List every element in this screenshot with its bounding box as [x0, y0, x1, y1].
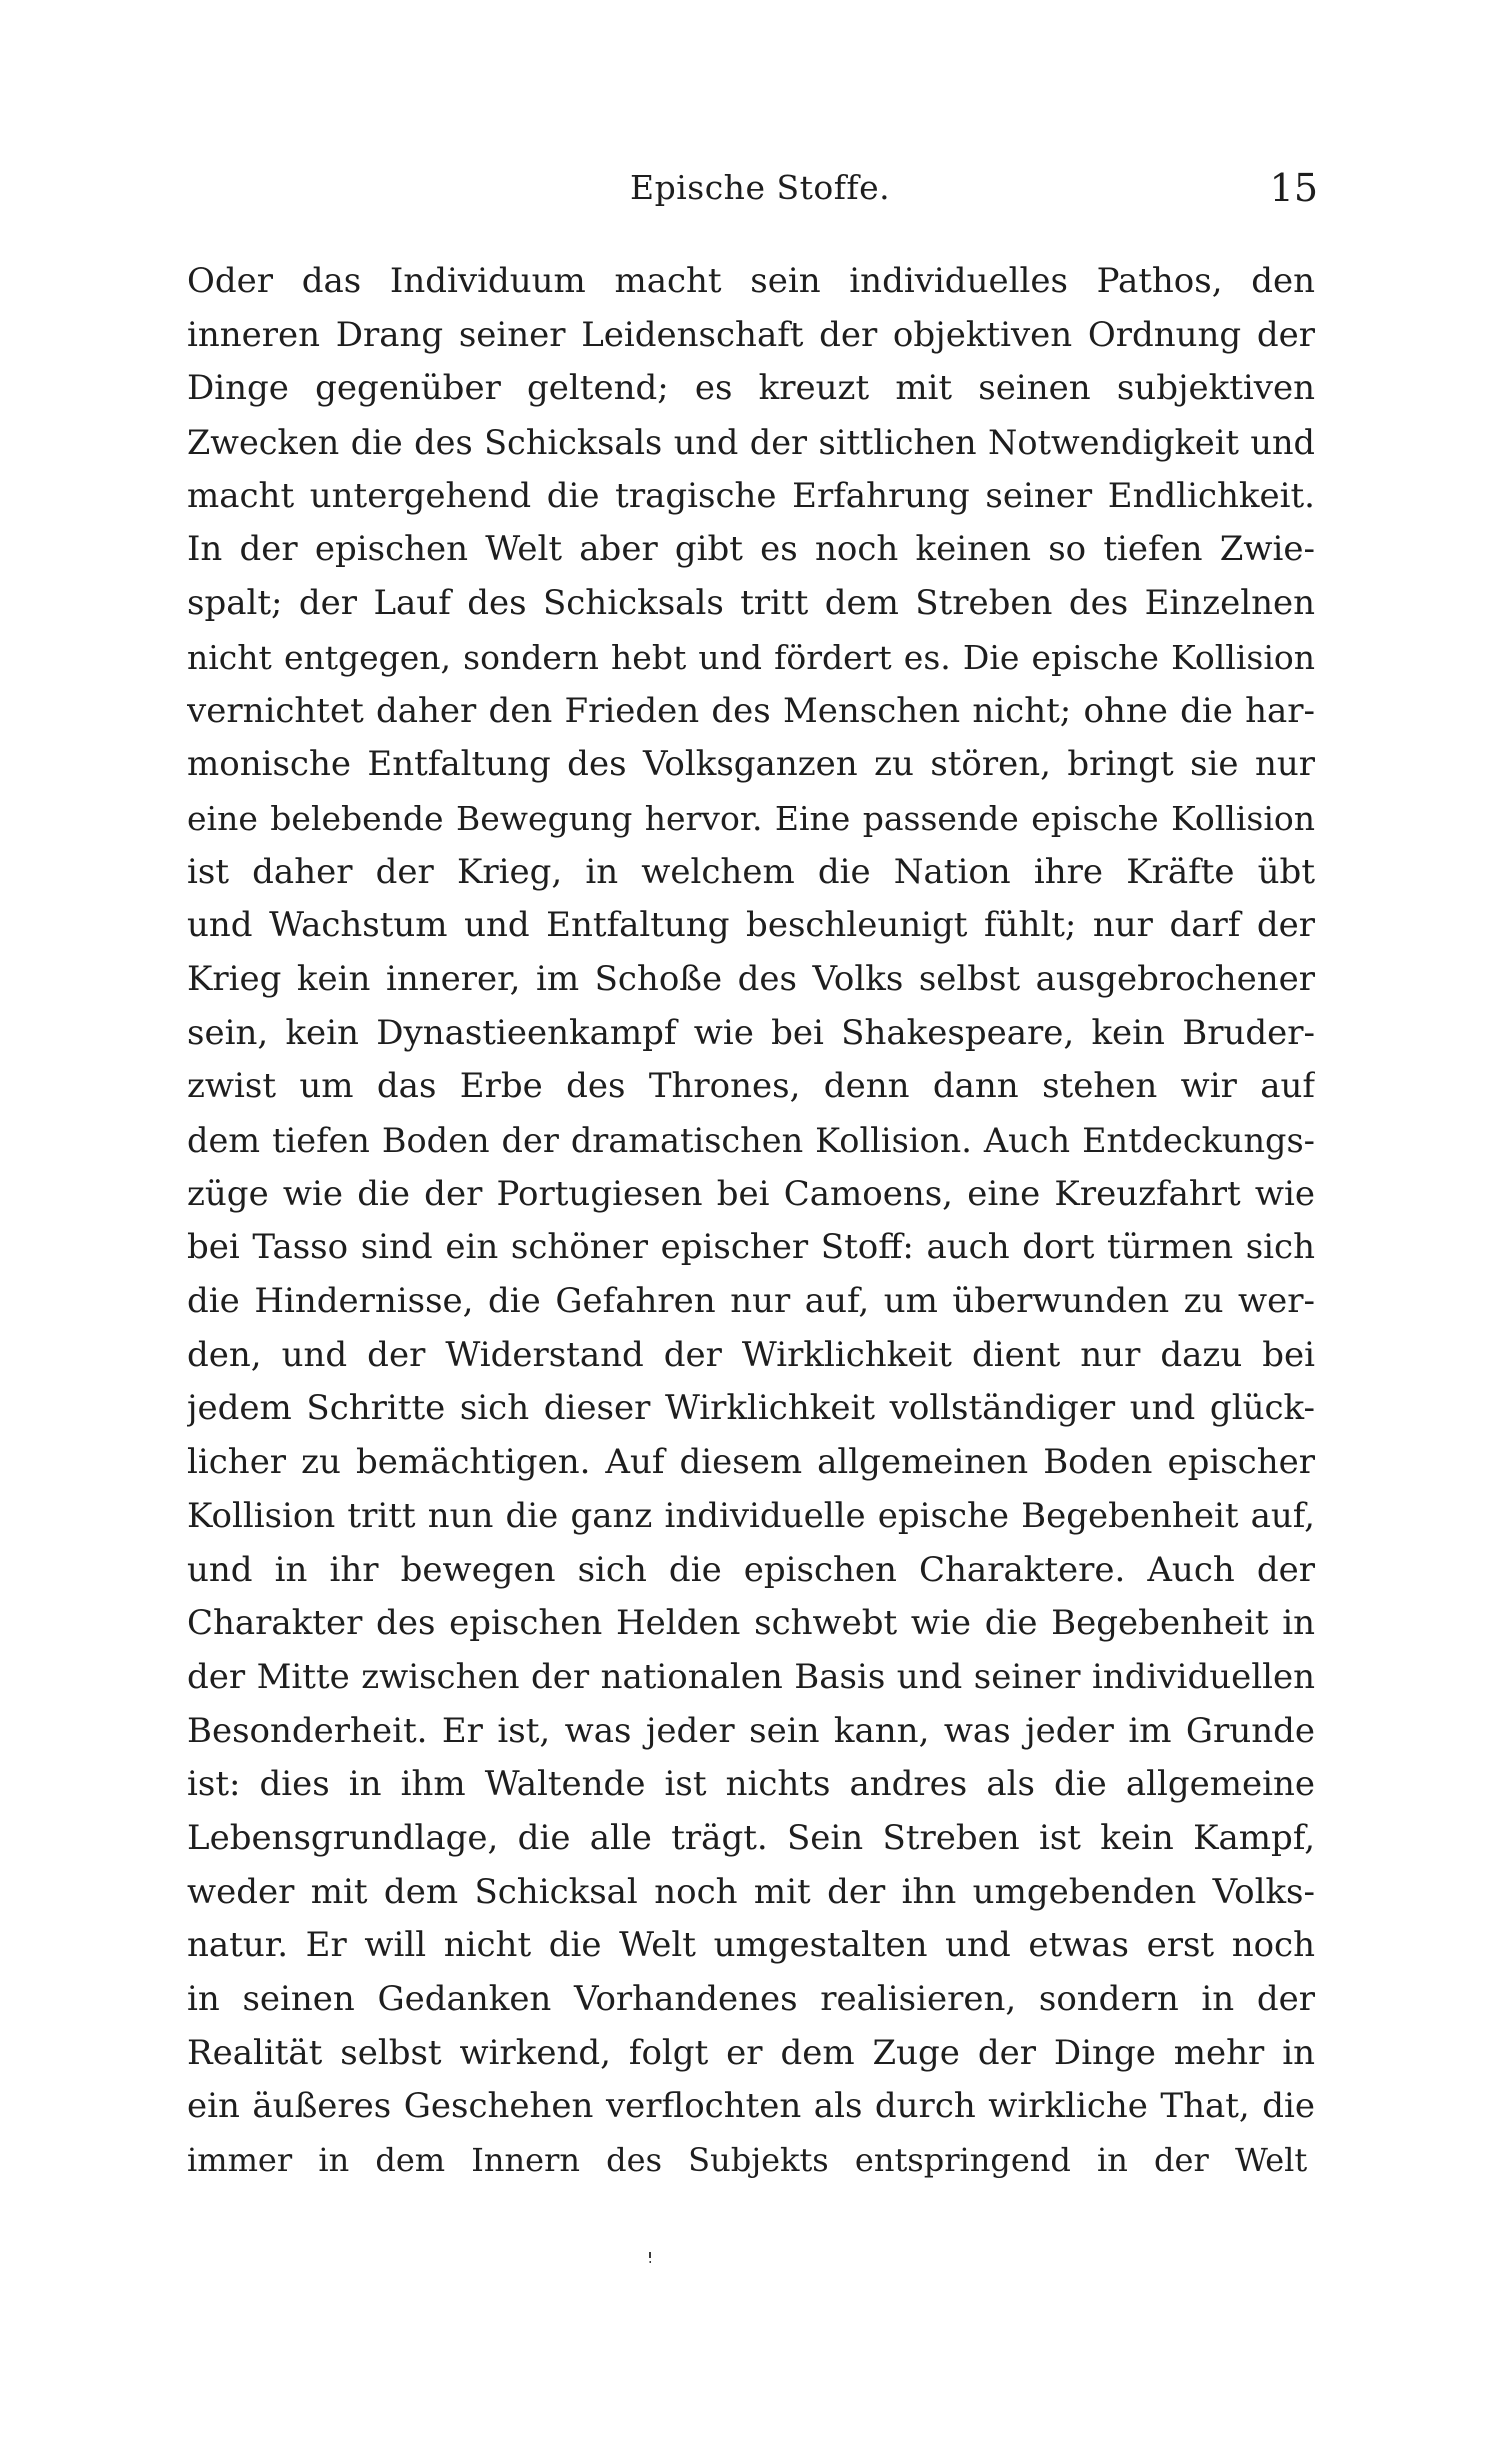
text-line: den, und der Widerstand der Wirklichkeit dient nur dazu bei — [187, 1334, 1315, 1375]
text-line: eine belebende Bewegung hervor. Eine passende epische Kollision — [187, 798, 1315, 838]
text-line: in seinen Gedanken Vorhandenes realisieren, sondern in der — [187, 1979, 1315, 2019]
text-line: Zwecken die des Schicksals und der sittlichen Notwendigkeit und — [187, 423, 1315, 463]
text-line-last: immer in dem Innern des Subjekts entspringend in der Welt — [187, 2141, 1308, 2180]
running-head: Epische Stoffe. — [630, 168, 891, 207]
text-line: licher zu bemächtigen. Auf diesem allgemeinen Boden epischer — [187, 1442, 1315, 1483]
text-line: nicht entgegen, sondern hebt und fördert es. Die epische Kollision — [187, 637, 1315, 677]
text-line: macht untergehend die tragische Erfahrung seiner Endlichkeit. — [187, 475, 1315, 516]
text-line: bei Tasso sind ein schöner epischer Stoff: auch dort türmen sich — [187, 1227, 1315, 1268]
text-line: vernichtet daher den Frieden des Menschen nicht; ohne die har- — [187, 690, 1315, 731]
text-line: natur. Er will nicht die Welt umgestalten und etwas erst noch — [187, 1925, 1315, 1966]
text-line: Kollision tritt nun die ganz individuelle epische Begebenheit auf, — [187, 1495, 1315, 1536]
text-line: weder mit dem Schicksal noch mit der ihn umgebenden Volks- — [187, 1871, 1315, 1912]
text-line: ein äußeres Geschehen verflochten als durch wirkliche That, die — [187, 2086, 1315, 2127]
text-line: jedem Schritte sich dieser Wirklichkeit vollständiger und glück- — [187, 1388, 1315, 1429]
text-line: Krieg kein innerer, im Schoße des Volks selbst ausgebrochener — [187, 958, 1315, 999]
paper-speck-marks — [640, 2250, 660, 2280]
body-text — [187, 255, 1315, 2188]
text-line: zwist um das Erbe des Thrones, denn dann stehen wir auf — [187, 1066, 1315, 1107]
text-line: Besonderheit. Er ist, was jeder sein kann, was jeder im Grunde — [187, 1710, 1315, 1751]
text-line: monische Entfaltung des Volksganzen zu stören, bringt sie nur — [187, 744, 1315, 785]
text-line: Realität selbst wirkend, folgt er dem Zuge der Dinge mehr in — [187, 2032, 1315, 2073]
text-line: Lebensgrundlage, die alle trägt. Sein Streben ist kein Kampf, — [187, 1817, 1315, 1858]
text-line: ist daher der Krieg, in welchem die Nation ihre Kräfte übt — [187, 851, 1315, 892]
text-line: züge wie die der Portugiesen bei Camoens, eine Kreuzfahrt wie — [187, 1173, 1315, 1214]
text-line: Dinge gegenüber geltend; es kreuzt mit seinen subjektiven — [187, 368, 1315, 409]
text-line: Oder das Individuum macht sein individuelles Pathos, den — [187, 261, 1315, 301]
text-line: dem tiefen Boden der dramatischen Kollision. Auch Entdeckungs- — [187, 1121, 1315, 1160]
text-line: In der epischen Welt aber gibt es noch keinen so tiefen Zwie- — [187, 529, 1315, 570]
text-line: die Hindernisse, die Gefahren nur auf, um überwunden zu wer- — [187, 1281, 1315, 1322]
text-line: Charakter des epischen Helden schwebt wie die Begebenheit in — [187, 1603, 1315, 1644]
text-line: der Mitte zwischen der nationalen Basis und seiner individuellen — [187, 1656, 1315, 1697]
text-line: spalt; der Lauf des Schicksals tritt dem Streben des Einzelnen — [187, 583, 1315, 624]
text-line: und Wachstum und Entfaltung beschleunigt fühlt; nur darf der — [187, 905, 1315, 946]
text-line: inneren Drang seiner Leidenschaft der objektiven Ordnung der — [187, 314, 1315, 355]
text-line: sein, kein Dynastieenkampf wie bei Shakespeare, kein Bruder- — [187, 1012, 1315, 1053]
text-line: ist: dies in ihm Waltende ist nichts andres als die allgemeine — [187, 1764, 1315, 1805]
page-number: 15 — [1269, 166, 1318, 210]
text-line: und in ihr bewegen sich die epischen Charaktere. Auch der — [187, 1549, 1315, 1590]
